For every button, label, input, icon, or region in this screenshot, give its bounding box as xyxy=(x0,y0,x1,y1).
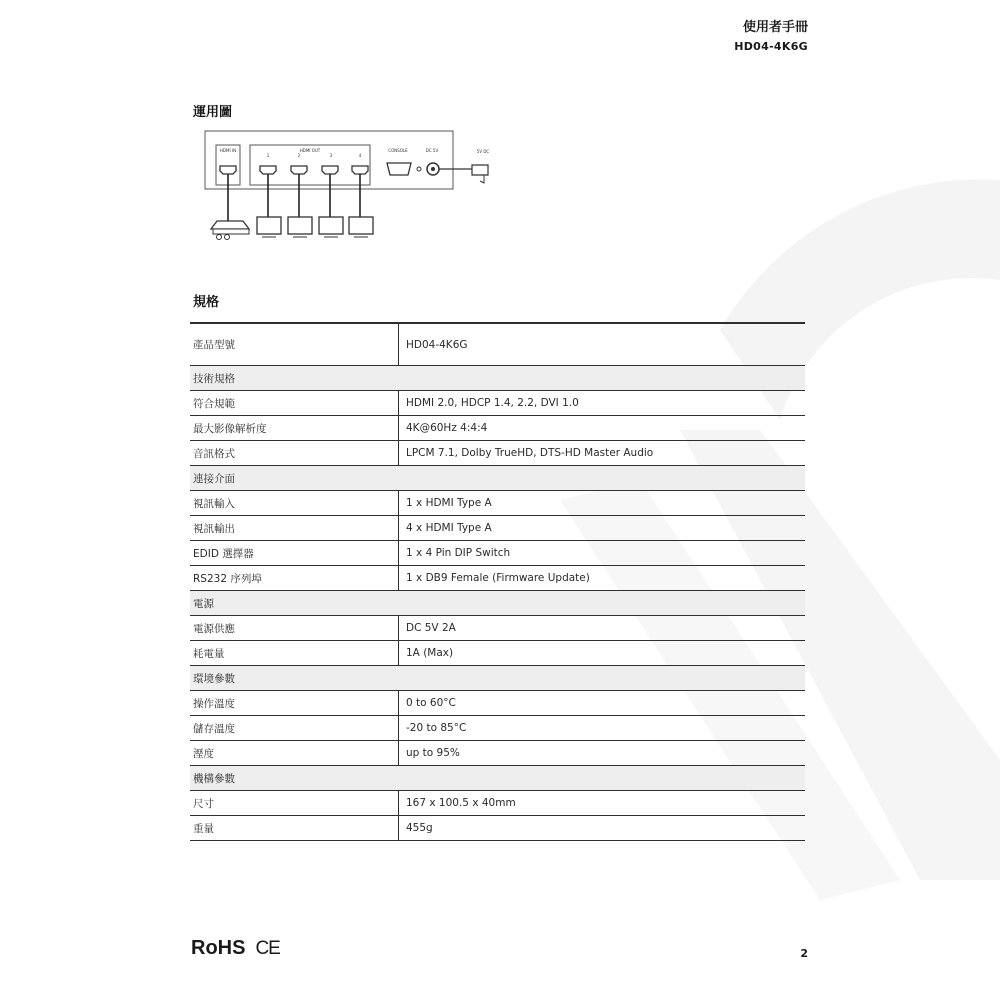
certification-logos xyxy=(191,937,280,960)
application-diagram-title: 運用圖 xyxy=(193,105,233,120)
spec-key: 最大影像解析度 xyxy=(190,416,399,441)
model-number: HD04-4K6G xyxy=(734,40,808,53)
spec-value: 1A (Max) xyxy=(399,641,806,666)
spec-key: EDID 選擇器 xyxy=(190,541,399,566)
spec-value: LPCM 7.1, Dolby TrueHD, DTS-HD Master Audio xyxy=(399,441,806,466)
spec-key: 操作溫度 xyxy=(190,691,399,716)
spec-group-label: 電源 xyxy=(190,591,805,616)
spec-key: 視訊輸出 xyxy=(190,516,399,541)
spec-key: 耗電量 xyxy=(190,641,399,666)
spec-key: 溼度 xyxy=(190,741,399,766)
spec-key: RS232 序列埠 xyxy=(190,566,399,591)
spec-key: 儲存溫度 xyxy=(190,716,399,741)
table-row xyxy=(190,566,805,591)
panel-label-hdmi-out: HDMI OUT xyxy=(299,148,321,153)
spec-value: up to 95% xyxy=(399,741,806,766)
rohs-logo: RoHS xyxy=(191,937,246,959)
ce-mark-logo: CE xyxy=(255,937,280,959)
table-row xyxy=(190,491,805,516)
table-row xyxy=(190,716,805,741)
source-player-icon xyxy=(211,221,249,229)
spec-value: 1 x HDMI Type A xyxy=(399,491,806,516)
spec-value: HD04-4K6G xyxy=(399,323,806,366)
spec-group-row xyxy=(190,591,805,616)
spec-key: 尺寸 xyxy=(190,791,399,816)
spec-value: 1 x 4 Pin DIP Switch xyxy=(399,541,806,566)
spec-key: 產品型號 xyxy=(190,323,399,366)
manual-title: 使用者手冊 xyxy=(742,20,808,35)
spec-group-label: 技術規格 xyxy=(190,366,805,391)
panel-label-port-4: 4 xyxy=(358,153,362,158)
spec-group-row xyxy=(190,766,805,791)
spec-value: 167 x 100.5 x 40mm xyxy=(399,791,806,816)
spec-value: 0 to 60°C xyxy=(399,691,806,716)
spec-value: DC 5V 2A xyxy=(399,616,806,641)
page-number: 2 xyxy=(800,947,808,960)
spec-group-label: 環境參數 xyxy=(190,666,805,691)
panel-label-port-1: 1 xyxy=(266,153,270,158)
display-monitor-icons xyxy=(257,217,373,234)
panel-label-adapter: 5V DC xyxy=(476,149,490,154)
panel-label-port-3: 3 xyxy=(329,153,333,158)
table-row xyxy=(190,816,805,841)
table-row xyxy=(190,691,805,716)
spec-value: 455g xyxy=(399,816,806,841)
specifications-table xyxy=(190,322,805,841)
table-row xyxy=(190,516,805,541)
spec-key: 視訊輸入 xyxy=(190,491,399,516)
spec-value: -20 to 85°C xyxy=(399,716,806,741)
panel-label-console: CONSOLE xyxy=(388,148,408,153)
spec-group-row xyxy=(190,466,805,491)
panel-label-port-2: 2 xyxy=(297,153,301,158)
table-row xyxy=(190,541,805,566)
table-row xyxy=(190,323,805,366)
table-row xyxy=(190,641,805,666)
table-row xyxy=(190,616,805,641)
spec-value: HDMI 2.0, HDCP 1.4, 2.2, DVI 1.0 xyxy=(399,391,806,416)
table-row xyxy=(190,791,805,816)
spec-value: 4K@60Hz 4:4:4 xyxy=(399,416,806,441)
specifications-title: 規格 xyxy=(193,295,220,310)
table-row xyxy=(190,441,805,466)
spec-key: 符合規範 xyxy=(190,391,399,416)
spec-value: 1 x DB9 Female (Firmware Update) xyxy=(399,566,806,591)
panel-label-dc: DC 5V xyxy=(425,148,439,153)
spec-key: 重量 xyxy=(190,816,399,841)
table-row xyxy=(190,741,805,766)
table-row xyxy=(190,416,805,441)
table-row xyxy=(190,391,805,416)
application-diagram xyxy=(200,125,500,243)
spec-group-row xyxy=(190,366,805,391)
spec-group-label: 機構參數 xyxy=(190,766,805,791)
spec-key: 音訊格式 xyxy=(190,441,399,466)
panel-label-hdmi-in: HDMI IN xyxy=(219,148,237,153)
spec-group-row xyxy=(190,666,805,691)
spec-value: 4 x HDMI Type A xyxy=(399,516,806,541)
spec-group-label: 連接介面 xyxy=(190,466,805,491)
spec-key: 電源供應 xyxy=(190,616,399,641)
